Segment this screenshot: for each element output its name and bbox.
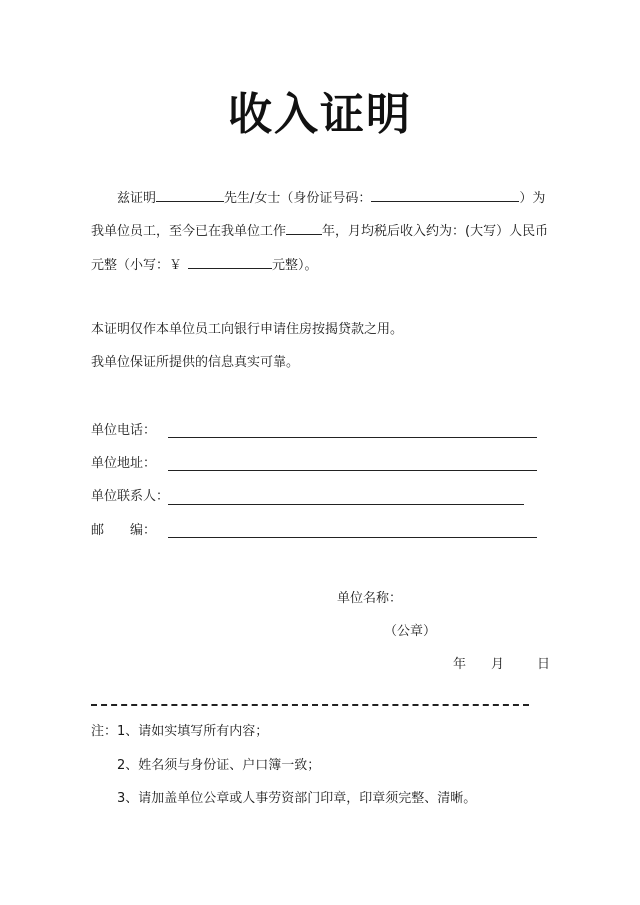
guarantee-note: 我单位保证所提供的信息真实可靠。 <box>91 355 300 370</box>
postcode-label-b: 编： <box>130 523 157 538</box>
employee-text: 我单位员工，至今已在我单位工作 <box>91 224 287 239</box>
body-line-2 <box>91 220 548 242</box>
date-year: 年 <box>453 657 467 672</box>
unit-phone-label: 单位电话： <box>91 423 157 438</box>
id-number-blank[interactable] <box>371 187 519 202</box>
footnote-3: 3、请加盖单位公章或人事劳资部门印章，印章须完整、清晰。 <box>117 791 477 806</box>
gender-idno-text: 先生/女士（身份证号码： <box>224 191 372 206</box>
unit-contact-label: 单位联系人： <box>91 489 170 504</box>
unit-address-label: 单位地址： <box>91 456 157 471</box>
certify-text: 兹证明 <box>117 191 157 206</box>
body-line-1 <box>117 187 545 209</box>
amount-blank[interactable] <box>188 254 272 269</box>
unit-name-label: 单位名称： <box>337 591 403 606</box>
date-month: 月 <box>491 657 505 672</box>
body-line-3 <box>91 254 318 276</box>
unit-contact-line[interactable] <box>168 504 524 505</box>
footnote-2: 2、姓名须与身份证、户口簿一致； <box>117 758 321 773</box>
name-blank[interactable] <box>156 187 224 202</box>
purpose-note: 本证明仅作本单位员工向银行申请住房按揭贷款之用。 <box>91 322 404 337</box>
unit-address-line[interactable] <box>168 470 537 471</box>
amount-text: 元整（小写：￥ <box>91 258 183 273</box>
footnote-1: 注：1、请如实填写所有内容； <box>91 724 269 739</box>
unit-phone-line[interactable] <box>168 437 537 438</box>
postcode-label-a: 邮 <box>91 523 105 538</box>
date-day: 日 <box>537 657 551 672</box>
income-text: 年，月均税后收入约为：(大写）人民币 <box>322 224 549 239</box>
postcode-line[interactable] <box>168 537 537 538</box>
years-blank[interactable] <box>286 220 322 235</box>
dashed-separator <box>91 704 529 706</box>
seal-label: （公章） <box>384 624 437 639</box>
page-title: 收入证明 <box>228 89 412 140</box>
amount-end-text: 元整）。 <box>272 258 318 273</box>
is-text: ）为 <box>519 191 546 206</box>
